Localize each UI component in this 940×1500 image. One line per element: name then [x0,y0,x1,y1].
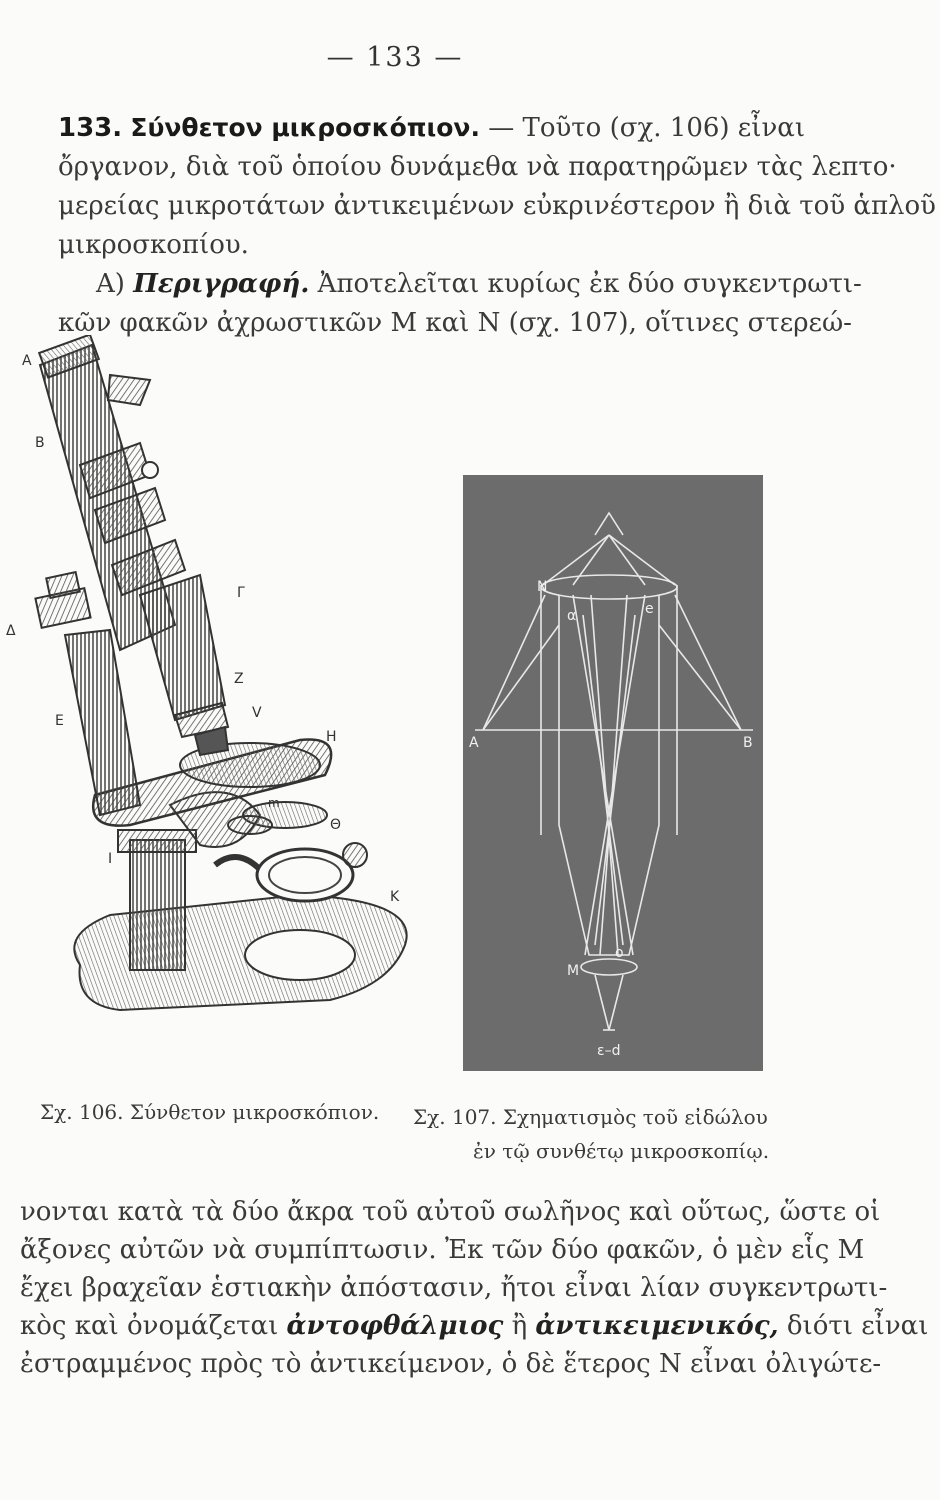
page-number: — 133 — [326,42,464,73]
text-line: ἄξονες αὐτῶν νὰ συμπίπτωσιν. Ἐκ τῶν δύο φακῶν, ὁ μὲν εἷς Μ [20,1235,865,1265]
diagram-label-bottom: ε–d [597,1043,621,1059]
label-m: m [268,796,280,810]
text-line: μικροσκοπίου. [58,230,249,260]
text-line: ὄργανον, διὰ τοῦ ὁποίου δυνάμεθα νὰ παρατηρῶμεν τὰς λεπτο· [58,152,897,182]
text-line: νονται κατὰ τὰ δύο ἄκρα τοῦ αὐτοῦ σωλῆνος καὶ οὕτως, ὥστε οἱ [20,1197,881,1227]
microscope-illustration [0,335,420,1055]
description-prefix: Α) [96,269,134,299]
label-E: Ε [55,713,64,729]
label-H: Η [326,729,337,745]
label-B: Β [35,435,45,451]
label-V: V [252,705,262,721]
figure-107-caption-line1: Σχ. 107. Σχηματισμὸς τοῦ εἰδώλου [413,1105,768,1129]
label-G: Γ [237,585,245,601]
text-line: ἔχει βραχεῖαν ἑστιακὴν ἀπόστασιν, ἤτοι εἶναι λίαν συγκεντρωτι- [20,1273,888,1303]
section-intro-rest: — Τοῦτο (σχ. 106) εἶναι [479,113,806,143]
terms-line-end: διότι εἶναι [778,1311,929,1341]
diagram-label-a: α [567,608,577,624]
label-I: Ι [108,851,113,867]
section-number: 133. [58,113,123,143]
label-Z: Ζ [234,671,244,687]
image-formation-diagram [463,475,763,1071]
figure-107-caption-line2: ἐν τῷ συνθέτῳ μικροσκοπίῳ. [473,1139,770,1163]
terms-line-start: κὸς καὶ ὀνομάζεται [20,1311,287,1341]
term-eyepiece: ἀντοφθάλμιος [286,1311,504,1341]
description-rest: Ἀποτελεῖται κυρίως ἐκ δύο συγκεντρωτι- [309,269,862,299]
label-A: Α [22,353,32,369]
figure-107-caption [413,1100,769,1168]
diagram-label-o: o [615,945,624,961]
section-title: Σύνθετον μικροσκόπιον. [130,113,480,142]
text-line: μερείας μικροτάτων ἀντικειμένων εὐκρινέστερον ἢ διὰ τοῦ ἁπλοῦ [58,191,936,221]
text-line: κῶν φακῶν ἀχρωστικῶν Μ καὶ Ν (σχ. 107), οἵτινες στερεώ- [58,308,852,338]
terms-line-mid: ἢ [503,1311,536,1341]
label-K: Κ [390,889,400,905]
diagram-label-B: Β [743,735,753,751]
diagram-label-A: Α [469,735,479,751]
label-TH: Θ [330,817,342,833]
continuation-paragraph [20,1193,929,1383]
intro-first-line [58,108,806,148]
terms-line [20,1307,929,1345]
term-objective: ἀντικειμενικός, [535,1311,779,1341]
diagram-label-M: M [567,963,580,979]
diagram-label-e: e [645,601,654,617]
text-line: ἐστραμμένος πρὸς τὸ ἀντικείμενον, ὁ δὲ ἕτερος Ν εἶναι ὀλιγώτε- [20,1349,882,1379]
diagram-label-N: N [537,579,548,595]
intro-paragraph [58,108,936,343]
description-label: Περιγραφή. [133,269,310,299]
figure-106-caption: Σχ. 106. Σύνθετον μικροσκόπιον. [40,1100,380,1124]
description-line [58,265,862,304]
label-D: Δ [6,623,16,639]
